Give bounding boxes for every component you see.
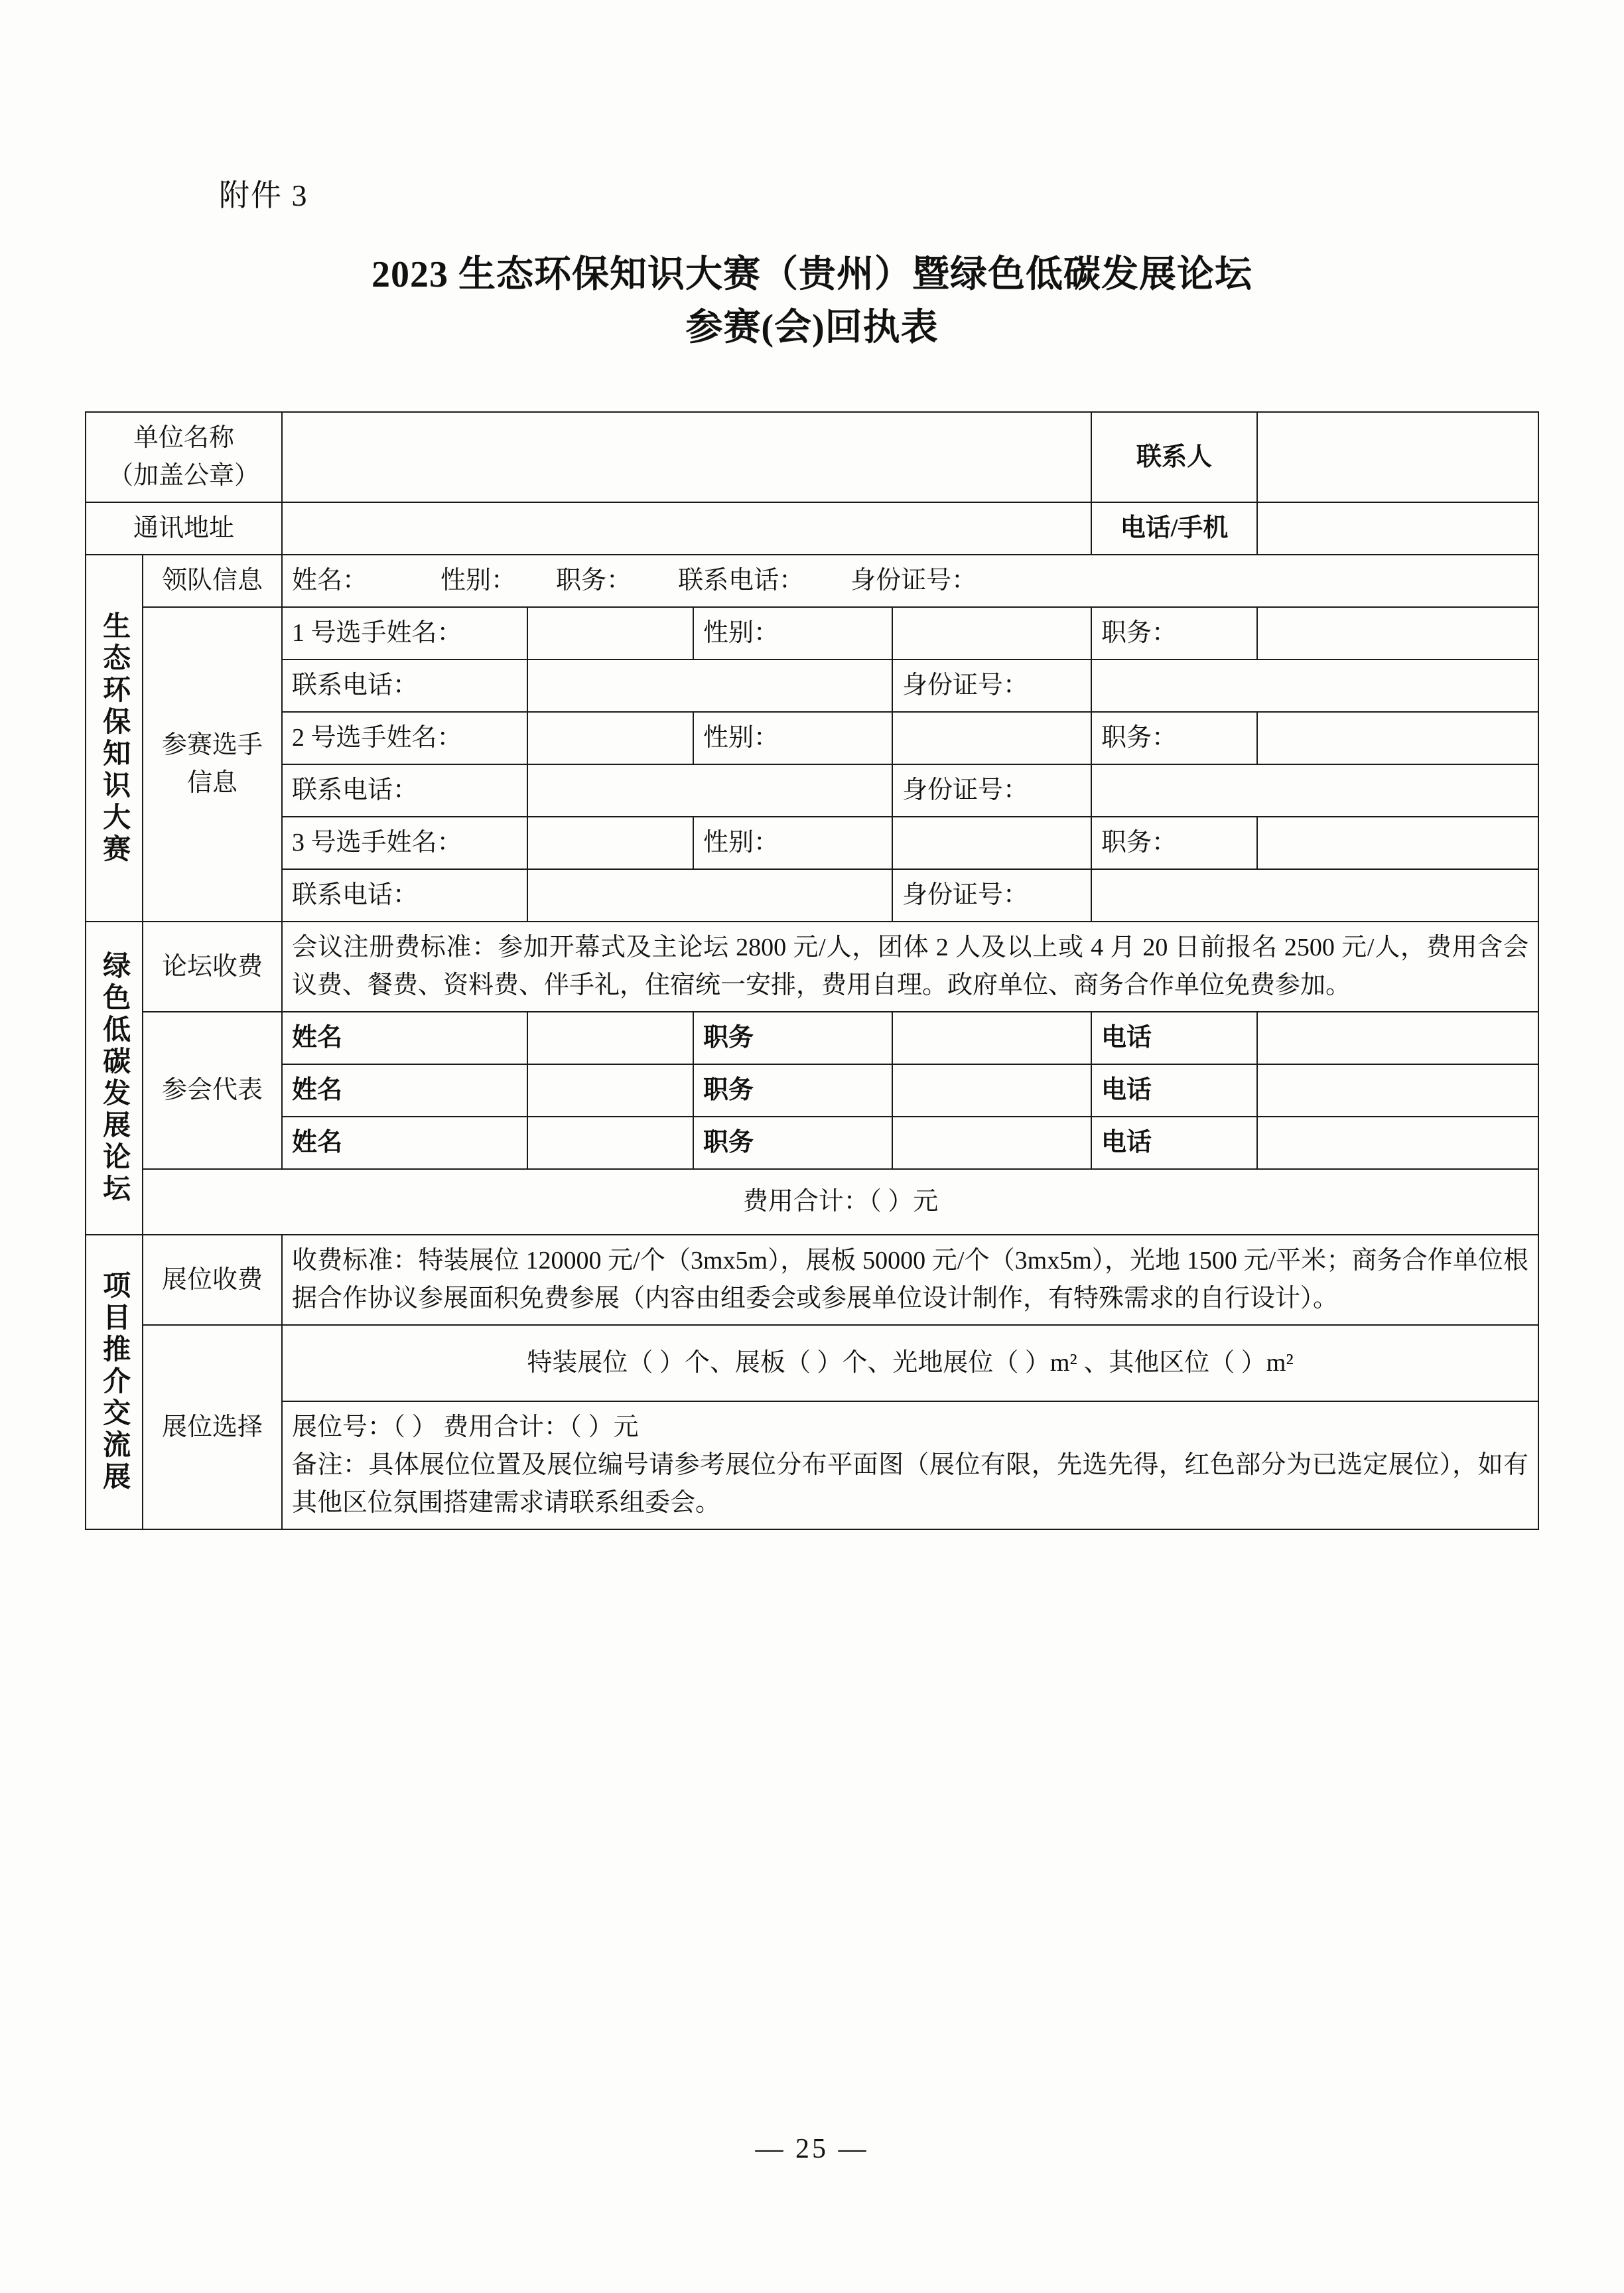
table-row-player-2-contact — [86, 764, 1538, 817]
player-1-gender-input[interactable] — [892, 607, 1091, 660]
player-2-phone-input[interactable] — [527, 764, 892, 817]
delegate-3-phone-input[interactable] — [1257, 1117, 1538, 1169]
leader-gender-label: 性别： — [440, 567, 517, 594]
section-3-title: 项目推介交流展 — [99, 1271, 130, 1494]
player-1-name-input[interactable] — [527, 607, 693, 660]
player-3-name-input[interactable] — [527, 817, 693, 869]
table-row-unit-name — [86, 412, 1538, 502]
phone-label: 电话/手机 — [1091, 502, 1257, 555]
player-1-gender-label: 性别： — [693, 607, 892, 660]
page-title — [0, 249, 1624, 354]
delegate-3-phone-label: 电话 — [1091, 1117, 1257, 1169]
title-line-1: 2023 生态环保知识大赛（贵州）暨绿色低碳发展论坛 — [372, 254, 1252, 295]
delegate-2-phone-input[interactable] — [1257, 1064, 1538, 1117]
player-1-id-label: 身份证号： — [892, 660, 1091, 712]
player-3-phone-input[interactable] — [527, 869, 892, 922]
delegate-1-position-label: 职务 — [693, 1012, 892, 1064]
table-row-delegate-2 — [86, 1064, 1538, 1117]
address-input[interactable] — [282, 502, 1091, 555]
delegate-1-position-input[interactable] — [892, 1012, 1091, 1064]
delegate-2-name-label: 姓名 — [282, 1064, 527, 1117]
title-line-2: 参赛(会)回执表 — [685, 307, 939, 348]
section-2-title-cell — [86, 922, 143, 1235]
players-label-line2: 信息 — [187, 769, 238, 797]
table-row-fee-total — [86, 1169, 1538, 1235]
address-label: 通讯地址 — [86, 502, 282, 555]
section-1-title: 生态环保知识大赛 — [99, 610, 130, 866]
player-3-position-label: 职务： — [1091, 817, 1257, 869]
table-row-player-3-contact — [86, 869, 1538, 922]
players-label-cell — [143, 607, 282, 922]
player-3-gender-input[interactable] — [892, 817, 1091, 869]
player-2-gender-input[interactable] — [892, 712, 1091, 764]
player-2-id-label: 身份证号： — [892, 764, 1091, 817]
table-row-player-3-name — [86, 817, 1538, 869]
leader-info-label: 领队信息 — [143, 555, 282, 607]
unit-name-label-line1: 单位名称 — [133, 424, 235, 452]
section-1-title-cell — [86, 555, 143, 922]
contact-person-input[interactable] — [1257, 412, 1538, 502]
table-row-booth-counts — [86, 1325, 1538, 1401]
table-row-player-1-name — [86, 607, 1538, 660]
delegate-1-phone-input[interactable] — [1257, 1012, 1538, 1064]
booth-remark: 备注：具体展位位置及展位编号请参考展位分布平面图（展位有限，先选先得，红色部分为已选定展位），如有其他区位氛围搭建需求请联系组委会。 — [292, 1451, 1529, 1517]
delegate-2-name-input[interactable] — [527, 1064, 693, 1117]
delegate-2-position-label: 职务 — [693, 1064, 892, 1117]
players-label-line1: 参赛选手 — [162, 731, 263, 759]
leader-info-fields[interactable] — [282, 555, 1538, 607]
attachment-label: 附件 3 — [219, 178, 308, 212]
unit-name-label-line2: （加盖公章） — [108, 462, 260, 490]
unit-name-label-cell — [86, 412, 282, 502]
delegate-3-name-input[interactable] — [527, 1117, 693, 1169]
delegate-1-name-input[interactable] — [527, 1012, 693, 1064]
player-1-position-input[interactable] — [1257, 607, 1538, 660]
delegate-2-phone-label: 电话 — [1091, 1064, 1257, 1117]
player-1-position-label: 职务： — [1091, 607, 1257, 660]
player-1-name-label: 1 号选手姓名： — [282, 607, 527, 660]
unit-name-input[interactable] — [282, 412, 1091, 502]
leader-phone-label: 联系电话： — [678, 567, 805, 594]
delegates-label: 参会代表 — [143, 1012, 282, 1169]
leader-position-label: 职务： — [556, 567, 632, 594]
table-row-address — [86, 502, 1538, 555]
player-2-name-input[interactable] — [527, 712, 693, 764]
table-row-player-2-name — [86, 712, 1538, 764]
player-3-id-input[interactable] — [1091, 869, 1538, 922]
page-number: — 25 — — [755, 2134, 869, 2164]
player-3-phone-label: 联系电话： — [282, 869, 527, 922]
forum-fee-label: 论坛收费 — [143, 922, 282, 1012]
contact-person-label: 联系人 — [1091, 412, 1257, 502]
phone-input[interactable] — [1257, 502, 1538, 555]
delegate-1-phone-label: 电话 — [1091, 1012, 1257, 1064]
booth-counts-line[interactable]: 特装展位（ ）个、展板（ ）个、光地展位（ ）m² 、其他区位（ ）m² — [282, 1325, 1538, 1401]
forum-fee-text: 会议注册费标准：参加开幕式及主论坛 2800 元/人，团体 2 人及以上或 4 月 20 日前报名 2500 元/人，费用含会议费、餐费、资料费、伴手礼，住宿统一安排，费用自理。政府单位、商务合作单位免费参加。 — [282, 922, 1538, 1012]
leader-id-label: 身份证号： — [850, 567, 977, 594]
booth-select-label: 展位选择 — [143, 1325, 282, 1529]
delegate-3-position-input[interactable] — [892, 1117, 1091, 1169]
section-3-title-cell — [86, 1235, 143, 1529]
player-3-position-input[interactable] — [1257, 817, 1538, 869]
delegate-3-position-label: 职务 — [693, 1117, 892, 1169]
booth-number-block[interactable] — [282, 1401, 1538, 1529]
player-3-gender-label: 性别： — [693, 817, 892, 869]
player-2-name-label: 2 号选手姓名： — [282, 712, 527, 764]
table-row-booth-fee — [86, 1235, 1538, 1325]
table-row-delegate-1 — [86, 1012, 1538, 1064]
player-1-phone-label: 联系电话： — [282, 660, 527, 712]
table-row-forum-fee — [86, 922, 1538, 1012]
registration-form-table — [85, 411, 1539, 1530]
table-row-leader-info — [86, 555, 1538, 607]
player-3-name-label: 3 号选手姓名： — [282, 817, 527, 869]
player-2-position-input[interactable] — [1257, 712, 1538, 764]
player-2-id-input[interactable] — [1091, 764, 1538, 817]
booth-fee-text: 收费标准：特装展位 120000 元/个（3mx5m），展板 50000 元/个（3mx5m），光地 1500 元/平米；商务合作单位根据合作协议参展面积免费参展（内容由组委会或参展单位设计制作，有特殊需求的自行设计）。 — [282, 1235, 1538, 1325]
player-2-position-label: 职务： — [1091, 712, 1257, 764]
player-3-id-label: 身份证号： — [892, 869, 1091, 922]
section-2-title: 绿色低碳发展论坛 — [99, 951, 130, 1206]
booth-number-line[interactable]: 展位号：（ ） 费用合计：（ ）元 — [292, 1413, 639, 1441]
table-row-player-1-contact — [86, 660, 1538, 712]
delegate-2-position-input[interactable] — [892, 1064, 1091, 1117]
leader-name-label: 姓名： — [292, 567, 368, 594]
player-1-phone-input[interactable] — [527, 660, 892, 712]
player-2-phone-label: 联系电话： — [282, 764, 527, 817]
table-row-booth-number — [86, 1401, 1538, 1529]
fee-total-label[interactable]: 费用合计：（ ）元 — [143, 1169, 1538, 1235]
booth-fee-label: 展位收费 — [143, 1235, 282, 1325]
player-1-id-input[interactable] — [1091, 660, 1538, 712]
table-row-delegate-3 — [86, 1117, 1538, 1169]
delegate-3-name-label: 姓名 — [282, 1117, 527, 1169]
delegate-1-name-label: 姓名 — [282, 1012, 527, 1064]
player-2-gender-label: 性别： — [693, 712, 892, 764]
